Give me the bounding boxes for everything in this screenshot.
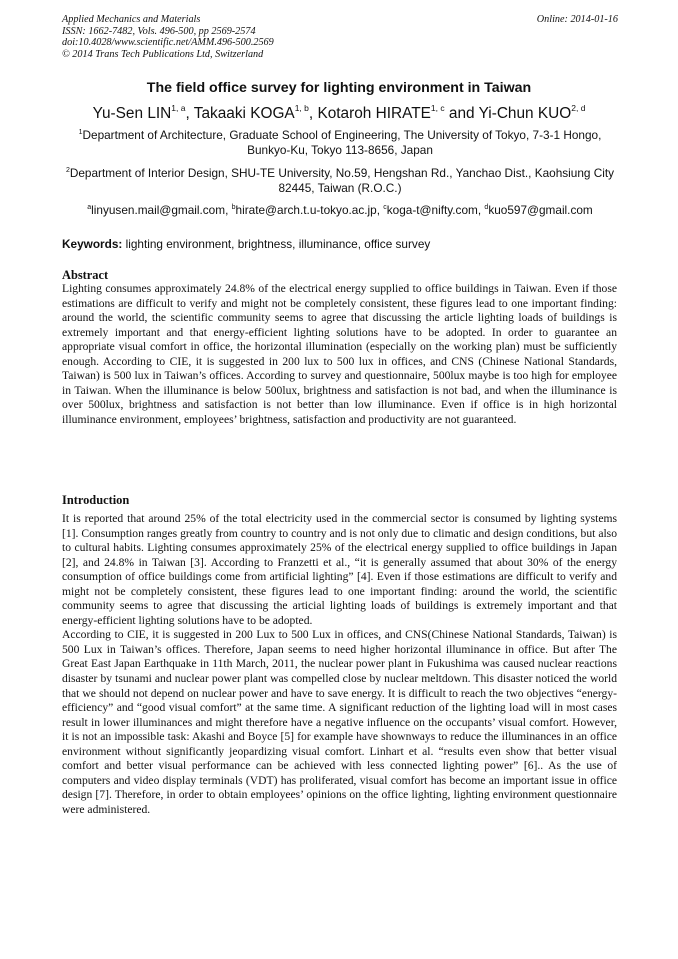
journal-doi: doi:10.4028/www.scientific.net/AMM.496-500.2569 (62, 37, 274, 49)
online-date: Online: 2014-01-16 (536, 14, 618, 25)
email-marker: d (484, 204, 489, 211)
author-separator: , (308, 105, 318, 122)
email-marker: a (87, 204, 92, 211)
introduction-paragraph: It is reported that around 25% of the total electricity used in the commercial sector is consumed by lighting systems [1]. Consumption ranges greatly from country to country and is not only due to climatic and design conditions, but also to cultural habits. Lighting consumes approximately 25% of the electrical energy supplied to office buildings in Japan [2], and 24.8% in Taiwan [3]. According to Franzetti et al., “it is generally assumed that about 30% of the energy consumption of office buildings come from artificial lighting” [4]. Even if those estimations are difficult to verify and might not be completely consistent, these figures lead to one important finding: around the world, the scientific community seems to agree that discussing the articial lighting loads of buildings is extremely important and that energy-efficient lighting solutions have to be adopted. (62, 512, 617, 627)
email-link[interactable]: koga-t@nifty.com, (386, 203, 485, 217)
email-link[interactable]: linyusen.mail@gmail.com, (91, 203, 232, 217)
affiliation-1 (62, 128, 618, 158)
affiliation-marker: 2 (65, 167, 70, 174)
journal-name: Applied Mechanics and Materials (62, 14, 201, 25)
author-emails (62, 203, 618, 218)
author-marker: 1, a (171, 103, 186, 113)
author-name: Takaaki KOGA (193, 105, 295, 122)
affiliation-2 (62, 166, 618, 196)
introduction-heading: Introduction (62, 493, 130, 507)
affiliation-marker: 1 (78, 129, 83, 136)
journal-issn: ISSN: 1662-7482, Vols. 496-500, pp 2569-2574 (62, 25, 256, 37)
keywords-label: Keywords: (62, 237, 123, 251)
email-link[interactable]: kuo597@gmail.com (488, 203, 593, 217)
email-marker: c (383, 204, 387, 211)
paper-title: The field office survey for lighting environment in Taiwan (146, 80, 532, 96)
author-marker: 1, c (430, 103, 445, 113)
author-separator: and (444, 105, 479, 122)
introduction-paragraph: According to CIE, it is suggested in 200 Lux to 500 Lux in offices, and CNS(Chinese National Standards, Taiwan) is 500 Lux in Taiwan’s offices. Therefore, Japan seems to need higher horizontal illuminance in office. But after The Great East Japan Earthquake in 11th March, 2011, the nuclear power plant in Fukushima was caused nuclear reactions disaster by tsunami and nuclear power plant was compelled close by nuclear meltdown. This disaster noticed the world that we should not depend on nuclear power and have to save energy. It is difficult to reach the two objectives “energy-efficiency” and “good visual comfort” at the same time. A significant reduction of the lighting load will in most cases result in lower illuminances and might therefore have a negative influence on the occupants’ visual comfort. However, it is not an impossible task: Akashi and Boyce [5] for example have shownways to reduce the illuminances in an office environment without significantly jeopardizing visual comfort. Linhart et al. “results even show that better visual comfort and better visual performance can be achieved with less connected lighting power” [6].. As the use of computers and video display terminals (VDT) has proliferated, visual comfort has become an important issue in office design [7]. Therefore, in order to obtain employees’ opinions on the office lighting, lighting environment questionnaire were administered. (62, 628, 617, 816)
email-marker: b (231, 204, 236, 211)
affiliation-text: Department of Interior Design, SHU-TE University, No.59, Hengshan Rd., Yanchao Dist., Kaohsiung City 82445, Taiwan (R.O.C.) (69, 166, 615, 195)
author-name: Kotaroh HIRATE (317, 105, 431, 122)
affiliation-text: Department of Architecture, Graduate School of Engineering, The University of Tokyo, 7-3-1 Hongo, Bunkyo-Ku, Tokyo 113-8656, Japan (82, 128, 602, 157)
author-marker: 1, b (294, 103, 309, 113)
keywords (62, 237, 618, 251)
author-list (30, 103, 648, 123)
keywords-text: lighting environment, brightness, illuminance, office survey (122, 237, 431, 251)
journal-copyright: © 2014 Trans Tech Publications Ltd, Switzerland (62, 48, 264, 60)
author-name: Yu-Sen LIN (92, 105, 172, 122)
journal-header (62, 14, 618, 60)
author-marker: 2, d (571, 103, 586, 113)
author-separator: , (185, 105, 194, 122)
abstract-text: Lighting consumes approximately 24.8% of the electrical energy supplied to office buildings in Taiwan. Even if those estimations are difficult to verify and might not be completely consistent, these figures lead to one important finding: around the world, the scientific community seems to agree that discussing the article lighting loads of buildings is extremely important and that energy-efficient lighting solutions have to be adopted. In order to guarantee an appropriate visual comfort in office, the horizontal illumination (especially on the working plan) must be sufficiently enough. According to CIE, it is suggested in 200 lux to 500 lux in offices, and CNS (Chinese National Standards, Taiwan) is 500 lux in Taiwan’s offices. According to survey and questionnaire, 500lux maybe is too high for employee in Taiwan. When the illuminance is below 500lux, brightness and satisfaction is not bad, and when the illuminance is over 500lux, brightness and satisfaction is not better than low illuminance. Even if office is in high horizontal illuminance environment, employees’ brightness, satisfaction and productivity are not guaranteed. (62, 282, 617, 426)
introduction-body (62, 512, 617, 817)
abstract-heading: Abstract (62, 268, 109, 282)
email-link[interactable]: hirate@arch.t.u-tokyo.ac.jp, (235, 203, 384, 217)
author-name: Yi-Chun KUO (478, 105, 572, 122)
